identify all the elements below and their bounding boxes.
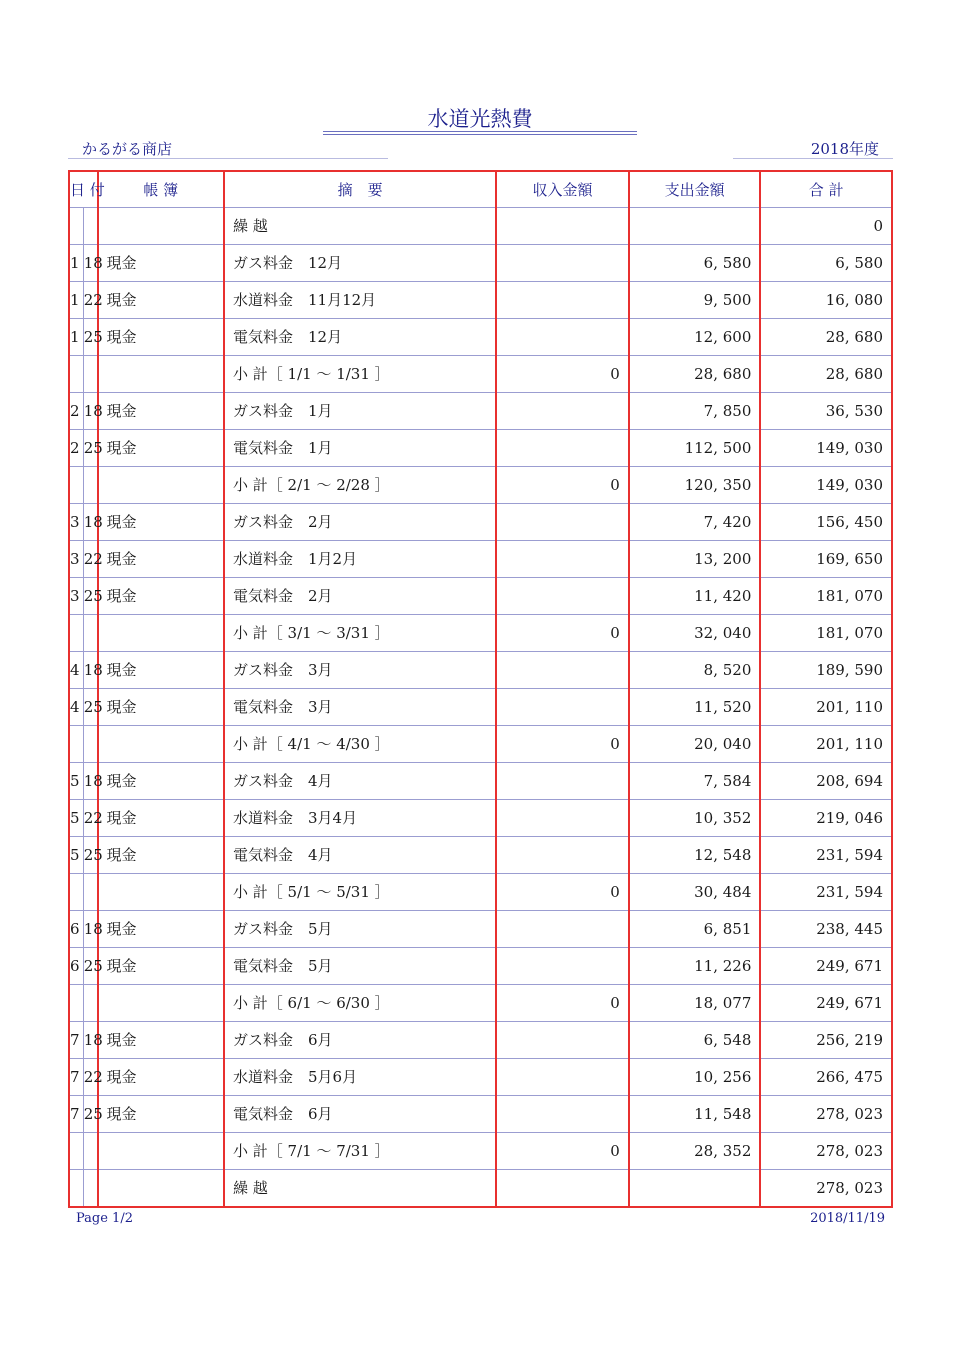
table-row	[69, 1058, 892, 1095]
row-income: 0	[496, 355, 629, 392]
row-day	[83, 725, 97, 762]
row-day: 22	[83, 540, 97, 577]
row-book: 現金	[98, 1058, 224, 1095]
row-book: 現金	[98, 281, 224, 318]
row-summary: 電気料金 12月	[224, 318, 496, 355]
table-row	[69, 725, 892, 762]
row-month: 5	[69, 799, 83, 836]
row-total: 249, 671	[760, 984, 892, 1021]
table-row	[69, 1021, 892, 1058]
row-total: 219, 046	[760, 799, 892, 836]
row-income	[496, 1021, 629, 1058]
header-row	[69, 171, 892, 208]
table-row	[69, 614, 892, 651]
row-total: 231, 594	[760, 873, 892, 910]
row-book: 現金	[98, 429, 224, 466]
row-book	[98, 1169, 224, 1207]
row-book: 現金	[98, 910, 224, 947]
row-income	[496, 947, 629, 984]
row-total: 278, 023	[760, 1095, 892, 1132]
table-row	[69, 1095, 892, 1132]
year-underline	[733, 158, 893, 159]
page-number: Page 1/2	[76, 1211, 133, 1226]
ledger-table	[68, 170, 893, 1208]
row-total: 6, 580	[760, 244, 892, 281]
row-expense: 18, 077	[629, 984, 761, 1021]
ledger-body	[69, 208, 892, 1208]
row-expense: 7, 850	[629, 392, 761, 429]
row-expense: 11, 420	[629, 577, 761, 614]
fiscal-year: 2018年度	[810, 140, 879, 158]
row-day: 18	[83, 910, 97, 947]
row-total: 0	[760, 208, 892, 245]
row-month: 2	[69, 429, 83, 466]
row-expense: 7, 584	[629, 762, 761, 799]
row-summary: 水道料金 11月12月	[224, 281, 496, 318]
row-day: 18	[83, 651, 97, 688]
row-month: 3	[69, 577, 83, 614]
row-summary: 電気料金 1月	[224, 429, 496, 466]
table-row	[69, 577, 892, 614]
row-day: 25	[83, 947, 97, 984]
row-summary: ガス料金 4月	[224, 762, 496, 799]
table-row	[69, 244, 892, 281]
table-row	[69, 836, 892, 873]
row-summary: 水道料金 1月2月	[224, 540, 496, 577]
table-row	[69, 208, 892, 245]
row-expense: 8, 520	[629, 651, 761, 688]
row-day	[83, 466, 97, 503]
row-total: 16, 080	[760, 281, 892, 318]
row-income: 0	[496, 984, 629, 1021]
row-month	[69, 614, 83, 651]
row-month	[69, 873, 83, 910]
row-month: 2	[69, 392, 83, 429]
row-summary: ガス料金 3月	[224, 651, 496, 688]
row-income	[496, 577, 629, 614]
shop-underline	[68, 158, 388, 159]
row-income	[496, 762, 629, 799]
row-summary: ガス料金 6月	[224, 1021, 496, 1058]
row-day: 25	[83, 836, 97, 873]
row-book: 現金	[98, 651, 224, 688]
row-month	[69, 466, 83, 503]
row-summary: 小 計［ 2/1 ～ 2/28 ］	[224, 466, 496, 503]
row-income	[496, 318, 629, 355]
row-month: 5	[69, 762, 83, 799]
row-month	[69, 355, 83, 392]
row-expense	[629, 208, 761, 245]
row-book: 現金	[98, 1021, 224, 1058]
row-day	[83, 1169, 97, 1207]
row-month: 4	[69, 688, 83, 725]
row-total: 278, 023	[760, 1132, 892, 1169]
row-book	[98, 355, 224, 392]
table-row	[69, 651, 892, 688]
table-row	[69, 1169, 892, 1207]
row-book: 現金	[98, 244, 224, 281]
row-month: 1	[69, 318, 83, 355]
row-summary: ガス料金 5月	[224, 910, 496, 947]
row-day: 18	[83, 503, 97, 540]
row-expense: 28, 680	[629, 355, 761, 392]
table-row	[69, 318, 892, 355]
table-row	[69, 1132, 892, 1169]
row-expense: 11, 226	[629, 947, 761, 984]
row-book	[98, 466, 224, 503]
row-book	[98, 984, 224, 1021]
table-row	[69, 799, 892, 836]
row-expense: 9, 500	[629, 281, 761, 318]
row-income	[496, 836, 629, 873]
table-row	[69, 392, 892, 429]
row-day: 25	[83, 1095, 97, 1132]
row-income: 0	[496, 725, 629, 762]
row-income	[496, 244, 629, 281]
row-day: 18	[83, 762, 97, 799]
row-income	[496, 540, 629, 577]
row-summary: 繰 越	[224, 208, 496, 245]
table-row	[69, 762, 892, 799]
row-month	[69, 1132, 83, 1169]
row-day	[83, 984, 97, 1021]
row-summary: 電気料金 6月	[224, 1095, 496, 1132]
row-month	[69, 725, 83, 762]
row-expense: 112, 500	[629, 429, 761, 466]
row-expense: 11, 520	[629, 688, 761, 725]
header-total: 合 計	[760, 171, 892, 208]
row-income	[496, 910, 629, 947]
row-expense: 11, 548	[629, 1095, 761, 1132]
row-expense: 7, 420	[629, 503, 761, 540]
row-total: 231, 594	[760, 836, 892, 873]
table-row	[69, 466, 892, 503]
title-underline-double	[323, 134, 637, 135]
row-income: 0	[496, 873, 629, 910]
row-day: 18	[83, 392, 97, 429]
row-total: 149, 030	[760, 466, 892, 503]
table-row	[69, 429, 892, 466]
row-day: 22	[83, 281, 97, 318]
row-total: 278, 023	[760, 1169, 892, 1207]
row-income	[496, 208, 629, 245]
row-summary: 小 計［ 4/1 ～ 4/30 ］	[224, 725, 496, 762]
table-row	[69, 873, 892, 910]
row-day	[83, 1132, 97, 1169]
row-income	[496, 1095, 629, 1132]
shop-name: かるがる商店	[82, 140, 173, 158]
table-row	[69, 540, 892, 577]
row-expense: 32, 040	[629, 614, 761, 651]
row-expense: 6, 548	[629, 1021, 761, 1058]
row-summary: 小 計［ 3/1 ～ 3/31 ］	[224, 614, 496, 651]
header-date: 日 付	[69, 171, 98, 208]
row-book: 現金	[98, 540, 224, 577]
row-book	[98, 873, 224, 910]
print-date: 2018/11/19	[810, 1211, 885, 1226]
row-expense: 12, 600	[629, 318, 761, 355]
row-expense: 120, 350	[629, 466, 761, 503]
row-summary: 電気料金 5月	[224, 947, 496, 984]
row-expense: 6, 851	[629, 910, 761, 947]
row-day: 25	[83, 318, 97, 355]
row-total: 156, 450	[760, 503, 892, 540]
row-summary: 小 計［ 5/1 ～ 5/31 ］	[224, 873, 496, 910]
row-month: 1	[69, 281, 83, 318]
row-book	[98, 614, 224, 651]
row-month: 7	[69, 1021, 83, 1058]
row-summary: 小 計［ 1/1 ～ 1/31 ］	[224, 355, 496, 392]
header-summary: 摘 要	[224, 171, 496, 208]
row-book: 現金	[98, 947, 224, 984]
row-total: 266, 475	[760, 1058, 892, 1095]
header-expense: 支出金額	[629, 171, 761, 208]
row-month	[69, 208, 83, 245]
row-day: 18	[83, 1021, 97, 1058]
row-day: 22	[83, 799, 97, 836]
row-summary: ガス料金 12月	[224, 244, 496, 281]
row-income	[496, 1058, 629, 1095]
header-income: 収入金額	[496, 171, 629, 208]
row-total: 201, 110	[760, 688, 892, 725]
row-month: 7	[69, 1058, 83, 1095]
row-month: 6	[69, 947, 83, 984]
row-summary: 繰 越	[224, 1169, 496, 1207]
row-book	[98, 1132, 224, 1169]
row-total: 36, 530	[760, 392, 892, 429]
row-expense: 10, 352	[629, 799, 761, 836]
row-income	[496, 392, 629, 429]
title-underline	[323, 131, 637, 132]
row-total: 149, 030	[760, 429, 892, 466]
row-income: 0	[496, 614, 629, 651]
row-total: 249, 671	[760, 947, 892, 984]
row-expense: 10, 256	[629, 1058, 761, 1095]
row-day: 25	[83, 577, 97, 614]
row-day: 25	[83, 429, 97, 466]
header-book: 帳 簿	[98, 171, 224, 208]
table-row	[69, 984, 892, 1021]
row-total: 201, 110	[760, 725, 892, 762]
row-expense: 13, 200	[629, 540, 761, 577]
row-month: 4	[69, 651, 83, 688]
row-income	[496, 688, 629, 725]
table-row	[69, 688, 892, 725]
row-expense: 28, 352	[629, 1132, 761, 1169]
row-book	[98, 208, 224, 245]
row-expense: 6, 580	[629, 244, 761, 281]
row-expense: 12, 548	[629, 836, 761, 873]
row-book: 現金	[98, 836, 224, 873]
row-book	[98, 725, 224, 762]
row-month: 3	[69, 503, 83, 540]
row-total: 208, 694	[760, 762, 892, 799]
row-month	[69, 984, 83, 1021]
row-income	[496, 503, 629, 540]
row-month: 6	[69, 910, 83, 947]
row-summary: 小 計［ 6/1 ～ 6/30 ］	[224, 984, 496, 1021]
row-income: 0	[496, 466, 629, 503]
table-row	[69, 355, 892, 392]
table-row	[69, 910, 892, 947]
row-day	[83, 614, 97, 651]
row-summary: ガス料金 1月	[224, 392, 496, 429]
row-income	[496, 281, 629, 318]
row-total: 181, 070	[760, 614, 892, 651]
row-book: 現金	[98, 318, 224, 355]
row-month: 5	[69, 836, 83, 873]
row-total: 28, 680	[760, 318, 892, 355]
row-day: 22	[83, 1058, 97, 1095]
row-total: 169, 650	[760, 540, 892, 577]
row-expense	[629, 1169, 761, 1207]
row-day: 25	[83, 688, 97, 725]
row-month	[69, 1169, 83, 1207]
row-income: 0	[496, 1132, 629, 1169]
table-row	[69, 947, 892, 984]
row-expense: 30, 484	[629, 873, 761, 910]
row-month: 7	[69, 1095, 83, 1132]
row-total: 238, 445	[760, 910, 892, 947]
row-summary: 電気料金 4月	[224, 836, 496, 873]
row-book: 現金	[98, 577, 224, 614]
row-summary: ガス料金 2月	[224, 503, 496, 540]
row-income	[496, 1169, 629, 1207]
row-summary: 電気料金 2月	[224, 577, 496, 614]
row-total: 28, 680	[760, 355, 892, 392]
row-summary: 水道料金 5月6月	[224, 1058, 496, 1095]
row-income	[496, 651, 629, 688]
row-book: 現金	[98, 503, 224, 540]
row-income	[496, 429, 629, 466]
row-total: 189, 590	[760, 651, 892, 688]
row-book: 現金	[98, 688, 224, 725]
table-row	[69, 281, 892, 318]
row-summary: 小 計［ 7/1 ～ 7/31 ］	[224, 1132, 496, 1169]
row-summary: 電気料金 3月	[224, 688, 496, 725]
row-month: 3	[69, 540, 83, 577]
row-expense: 20, 040	[629, 725, 761, 762]
row-total: 181, 070	[760, 577, 892, 614]
row-book: 現金	[98, 392, 224, 429]
row-day	[83, 355, 97, 392]
row-total: 256, 219	[760, 1021, 892, 1058]
row-income	[496, 799, 629, 836]
row-book: 現金	[98, 762, 224, 799]
row-book: 現金	[98, 1095, 224, 1132]
row-book: 現金	[98, 799, 224, 836]
row-summary: 水道料金 3月4月	[224, 799, 496, 836]
row-day	[83, 208, 97, 245]
row-day	[83, 873, 97, 910]
table-row	[69, 503, 892, 540]
report-title: 水道光熱費	[427, 107, 533, 131]
row-day: 18	[83, 244, 97, 281]
row-month: 1	[69, 244, 83, 281]
